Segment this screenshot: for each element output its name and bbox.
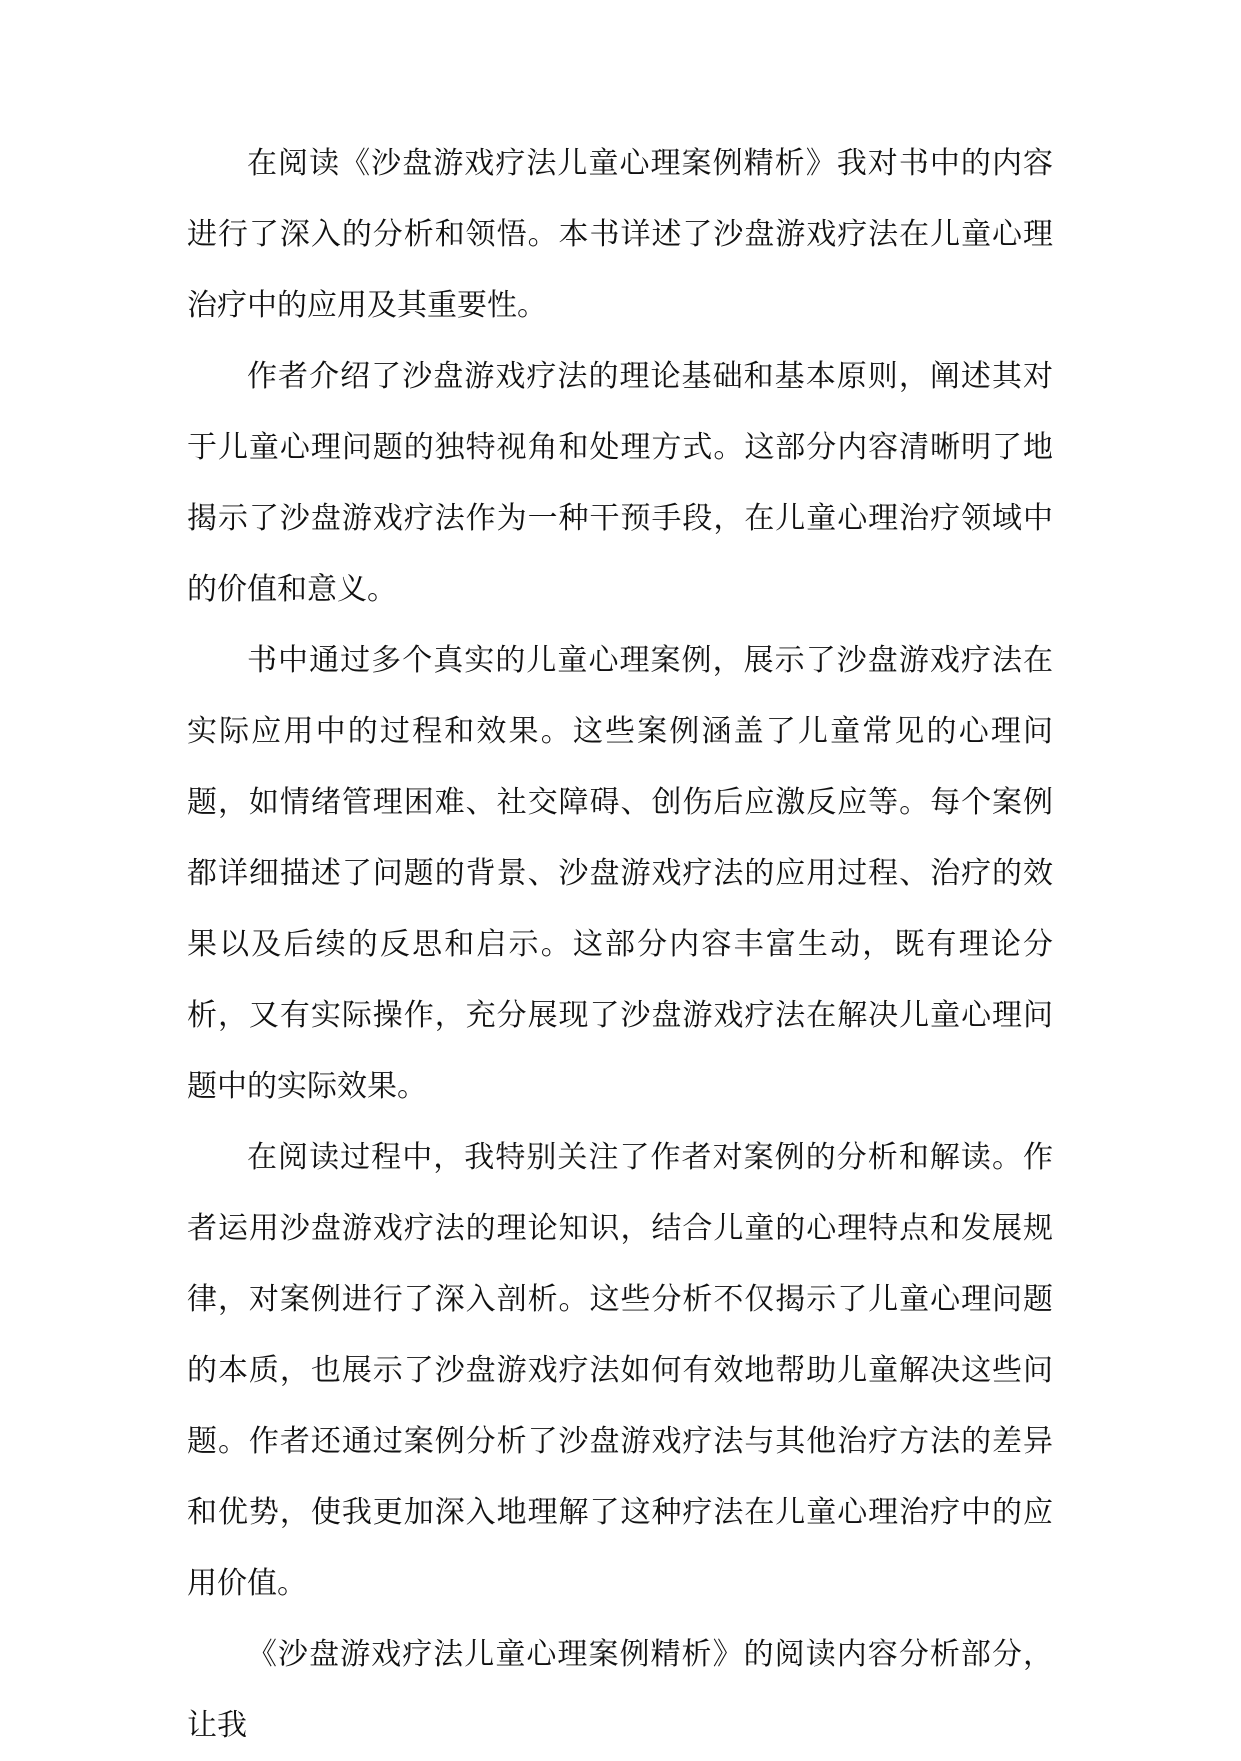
paragraph-intro: 在阅读《沙盘游戏疗法儿童心理案例精析》我对书中的内容进行了深入的分析和领悟。本书详述了沙盘游戏疗法在儿童心理治疗中的应用及其重要性。 xyxy=(187,146,1053,323)
paragraph-analysis: 在阅读过程中，我特别关注了作者对案例的分析和解读。作者运用沙盘游戏疗法的理论知识，结合儿童的心理特点和发展规律，对案例进行了深入剖析。这些分析不仅揭示了儿童心理问题的本质，也展示了沙盘游戏疗法如何有效地帮助儿童解决这些问题。作者还通过案例分析了沙盘游戏疗法与其他治疗方法的差异和优势，使我更加深入地理解了这种疗法在儿童心理治疗中的应用价值。 xyxy=(187,1140,1053,1601)
paragraph-theory: 作者介绍了沙盘游戏疗法的理论基础和基本原则，阐述其对于儿童心理问题的独特视角和处理方式。这部分内容清晰明了地揭示了沙盘游戏疗法作为一种干预手段，在儿童心理治疗领域中的价值和意义。 xyxy=(187,359,1053,607)
document-body xyxy=(187,128,1053,1761)
paragraph-cases: 书中通过多个真实的儿童心理案例，展示了沙盘游戏疗法在实际应用中的过程和效果。这些案例涵盖了儿童常见的心理问题，如情绪管理困难、社交障碍、创伤后应激反应等。每个案例都详细描述了问题的背景、沙盘游戏疗法的应用过程、治疗的效果以及后续的反思和启示。这部分内容丰富生动，既有理论分析，又有实际操作，充分展现了沙盘游戏疗法在解决儿童心理问题中的实际效果。 xyxy=(187,643,1053,1104)
paragraph-summary-start: 《沙盘游戏疗法儿童心理案例精析》的阅读内容分析部分，让我 xyxy=(187,1637,1053,1743)
